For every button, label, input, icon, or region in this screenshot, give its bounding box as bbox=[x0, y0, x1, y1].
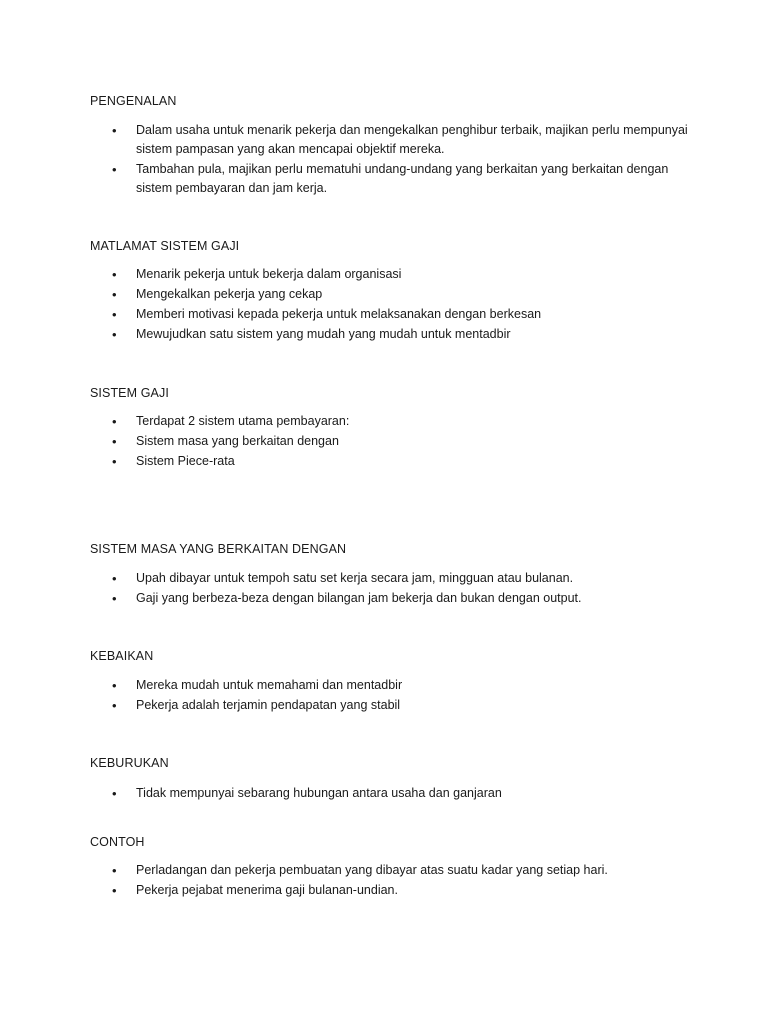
list-item bbox=[90, 676, 710, 695]
bullet-icon: • bbox=[112, 786, 117, 801]
bullet-icon: • bbox=[112, 698, 117, 713]
list-item bbox=[90, 861, 710, 880]
bullet-icon: • bbox=[112, 307, 117, 322]
bullet-icon: • bbox=[112, 863, 117, 878]
list-item-text: Tidak mempunyai sebarang hubungan antara usaha dan ganjaran bbox=[136, 786, 502, 800]
list-item-text: Perladangan dan pekerja pembuatan yang dibayar atas suatu kadar yang setiap hari. bbox=[136, 863, 608, 877]
section-list-matlamat-sistem-gaji bbox=[90, 265, 710, 345]
list-item bbox=[90, 452, 710, 471]
bullet-icon: • bbox=[112, 287, 117, 302]
section-heading-sistem-gaji: SISTEM GAJI bbox=[90, 386, 169, 400]
section-list-sistem-gaji bbox=[90, 412, 710, 472]
list-item bbox=[90, 325, 710, 344]
list-item-text: Menarik pekerja untuk bekerja dalam organisasi bbox=[136, 267, 402, 281]
section-list-kebaikan bbox=[90, 676, 710, 716]
list-item-text: Upah dibayar untuk tempoh satu set kerja secara jam, mingguan atau bulanan. bbox=[136, 571, 574, 585]
list-item bbox=[90, 432, 710, 451]
section-list-sistem-masa bbox=[90, 569, 710, 609]
list-item bbox=[90, 285, 710, 304]
list-item-text: Gaji yang berbeza-beza dengan bilangan jam bekerja dan bukan dengan output. bbox=[136, 591, 582, 605]
bullet-icon: • bbox=[112, 123, 117, 138]
bullet-icon: • bbox=[112, 327, 117, 342]
list-item-text: Pekerja pejabat menerima gaji bulanan-undian. bbox=[136, 883, 398, 897]
section-list-keburukan bbox=[90, 784, 710, 804]
list-item bbox=[90, 881, 710, 900]
list-item-text: Mereka mudah untuk memahami dan mentadbir bbox=[136, 678, 403, 692]
list-item bbox=[90, 589, 710, 608]
list-item bbox=[90, 305, 710, 324]
bullet-icon: • bbox=[112, 162, 117, 177]
list-item-text: Sistem masa yang berkaitan dengan bbox=[136, 434, 339, 448]
list-item-text: Pekerja adalah terjamin pendapatan yang stabil bbox=[136, 698, 401, 712]
list-item bbox=[90, 121, 690, 159]
list-item-text: Memberi motivasi kepada pekerja untuk melaksanakan dengan berkesan bbox=[136, 307, 542, 321]
list-item bbox=[90, 696, 710, 715]
list-item-text: Terdapat 2 sistem utama pembayaran: bbox=[136, 414, 350, 428]
list-item bbox=[90, 265, 710, 284]
section-list-pengenalan bbox=[90, 121, 690, 199]
bullet-icon: • bbox=[112, 414, 117, 429]
bullet-icon: • bbox=[112, 883, 117, 898]
list-item-text: Dalam usaha untuk menarik pekerja dan mengekalkan penghibur terbaik, majikan perlu mempunyai sistem pampasan yang akan mencapai objektif mereka. bbox=[136, 123, 688, 156]
section-heading-keburukan: KEBURUKAN bbox=[90, 756, 169, 770]
section-heading-kebaikan: KEBAIKAN bbox=[90, 649, 154, 663]
bullet-icon: • bbox=[112, 591, 117, 606]
section-heading-pengenalan: PENGENALAN bbox=[90, 94, 177, 108]
section-heading-matlamat-sistem-gaji: MATLAMAT SISTEM GAJI bbox=[90, 239, 240, 253]
section-heading-contoh: CONTOH bbox=[90, 835, 145, 849]
bullet-icon: • bbox=[112, 678, 117, 693]
list-item-text: Mengekalkan pekerja yang cekap bbox=[136, 287, 323, 301]
list-item bbox=[90, 160, 690, 198]
bullet-icon: • bbox=[112, 571, 117, 586]
list-item bbox=[90, 569, 710, 588]
list-item bbox=[90, 784, 710, 803]
bullet-icon: • bbox=[112, 267, 117, 282]
list-item-text: Tambahan pula, majikan perlu mematuhi undang-undang yang berkaitan yang berkaitan dengan sistem pembayaran dan jam kerja. bbox=[136, 162, 669, 195]
bullet-icon: • bbox=[112, 434, 117, 449]
bullet-icon: • bbox=[112, 454, 117, 469]
section-list-contoh bbox=[90, 861, 710, 901]
list-item bbox=[90, 412, 710, 431]
list-item-text: Mewujudkan satu sistem yang mudah yang mudah untuk mentadbir bbox=[136, 327, 511, 341]
section-heading-sistem-masa: SISTEM MASA YANG BERKAITAN DENGAN bbox=[90, 542, 347, 556]
list-item-text: Sistem Piece-rata bbox=[136, 454, 235, 468]
